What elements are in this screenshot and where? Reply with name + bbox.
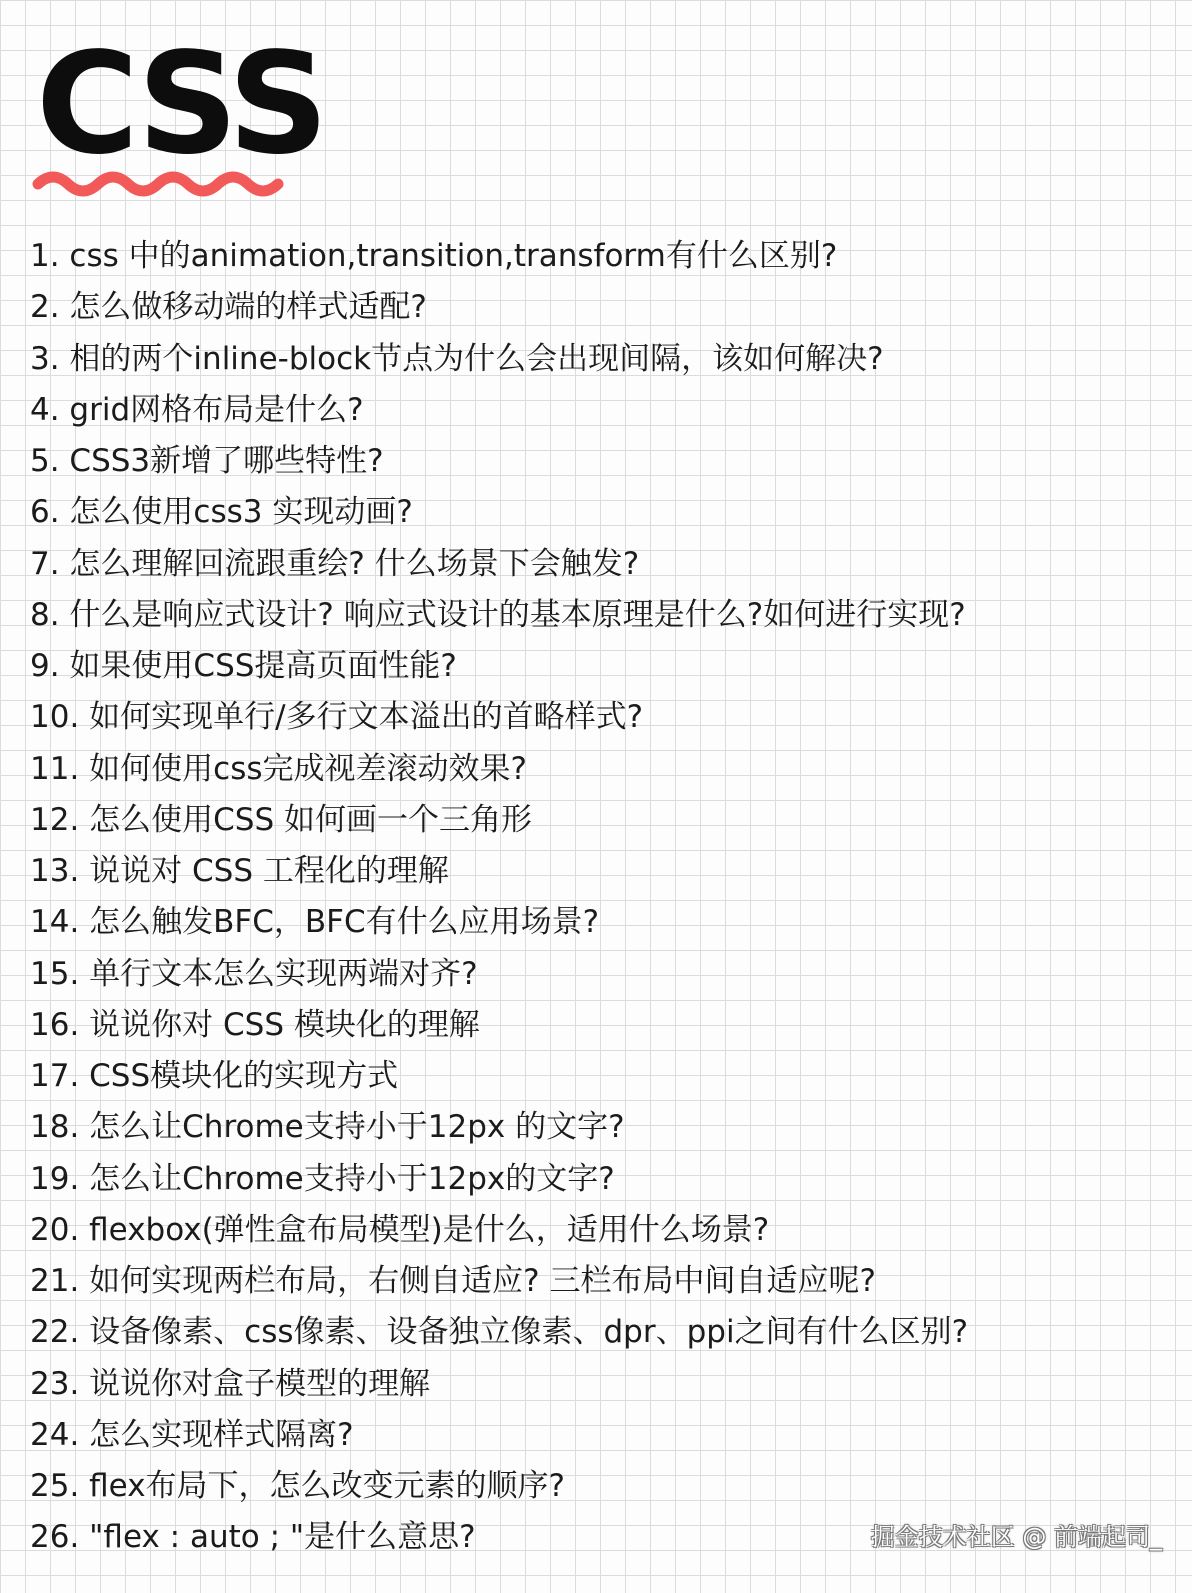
question-item: 11. 如何使用css完成视差滚动效果? (30, 750, 527, 787)
question-item: 6. 怎么使用css3 实现动画? (30, 494, 413, 531)
question-item: 26. "flex : auto ; "是什么意思? (30, 1519, 476, 1556)
question-item: 20. flexbox(弹性盒布局模型)是什么，适用什么场景? (30, 1211, 770, 1248)
question-list (30, 231, 1160, 1564)
question-item: 16. 说说你对 CSS 模块化的理解 (30, 1006, 480, 1043)
question-item: 24. 怎么实现样式隔离? (30, 1416, 354, 1453)
question-item: 4. grid网格布局是什么? (30, 391, 364, 428)
question-item: 25. flex布局下，怎么改变元素的顺序? (30, 1468, 566, 1504)
question-item: 19. 怎么让Chrome支持小于12px的文字? (30, 1160, 615, 1197)
question-item: 23. 说说你对盒子模型的理解 (30, 1365, 431, 1402)
question-item: 14. 怎么触发BFC，BFC有什么应用场景? (30, 904, 600, 941)
question-item: 18. 怎么让Chrome支持小于12px 的文字? (30, 1109, 625, 1146)
watermark: 掘金技术社区 @ 前端起司_ (870, 1523, 1162, 1551)
question-item: 17. CSS模块化的实现方式 (30, 1058, 399, 1094)
question-item: 3. 相的两个inline-block节点为什么会出现间隔，该如何解决? (30, 340, 884, 377)
question-item: 1. css 中的animation,transition,transform有什么区别? (30, 238, 838, 274)
question-item: 2. 怎么做移动端的样式适配? (30, 289, 427, 326)
question-item: 12. 怎么使用CSS 如何画一个三角形 (30, 801, 533, 838)
question-item: 5. CSS3新增了哪些特性? (30, 443, 384, 479)
title-block (30, 23, 325, 215)
page-title: CSS (36, 23, 325, 186)
question-item: 15. 单行文本怎么实现两端对齐? (30, 955, 478, 992)
question-item: 10. 如何实现单行/多行文本溢出的首略样式? (30, 699, 644, 736)
question-item: 9. 如果使用CSS提高页面性能? (30, 648, 457, 684)
question-item: 13. 说说对 CSS 工程化的理解 (30, 853, 449, 889)
question-item: 22. 设备像素、css像素、设备独立像素、dpr、ppi之间有什么区别? (30, 1314, 969, 1351)
question-item: 21. 如何实现两栏布局，右侧自适应? 三栏布局中间自适应呢? (30, 1263, 876, 1299)
question-item: 7. 怎么理解回流跟重绘? 什么场景下会触发? (30, 545, 640, 582)
question-item: 8. 什么是响应式设计? 响应式设计的基本原理是什么?如何进行实现? (30, 596, 966, 633)
wavy-underline-icon (30, 170, 292, 210)
